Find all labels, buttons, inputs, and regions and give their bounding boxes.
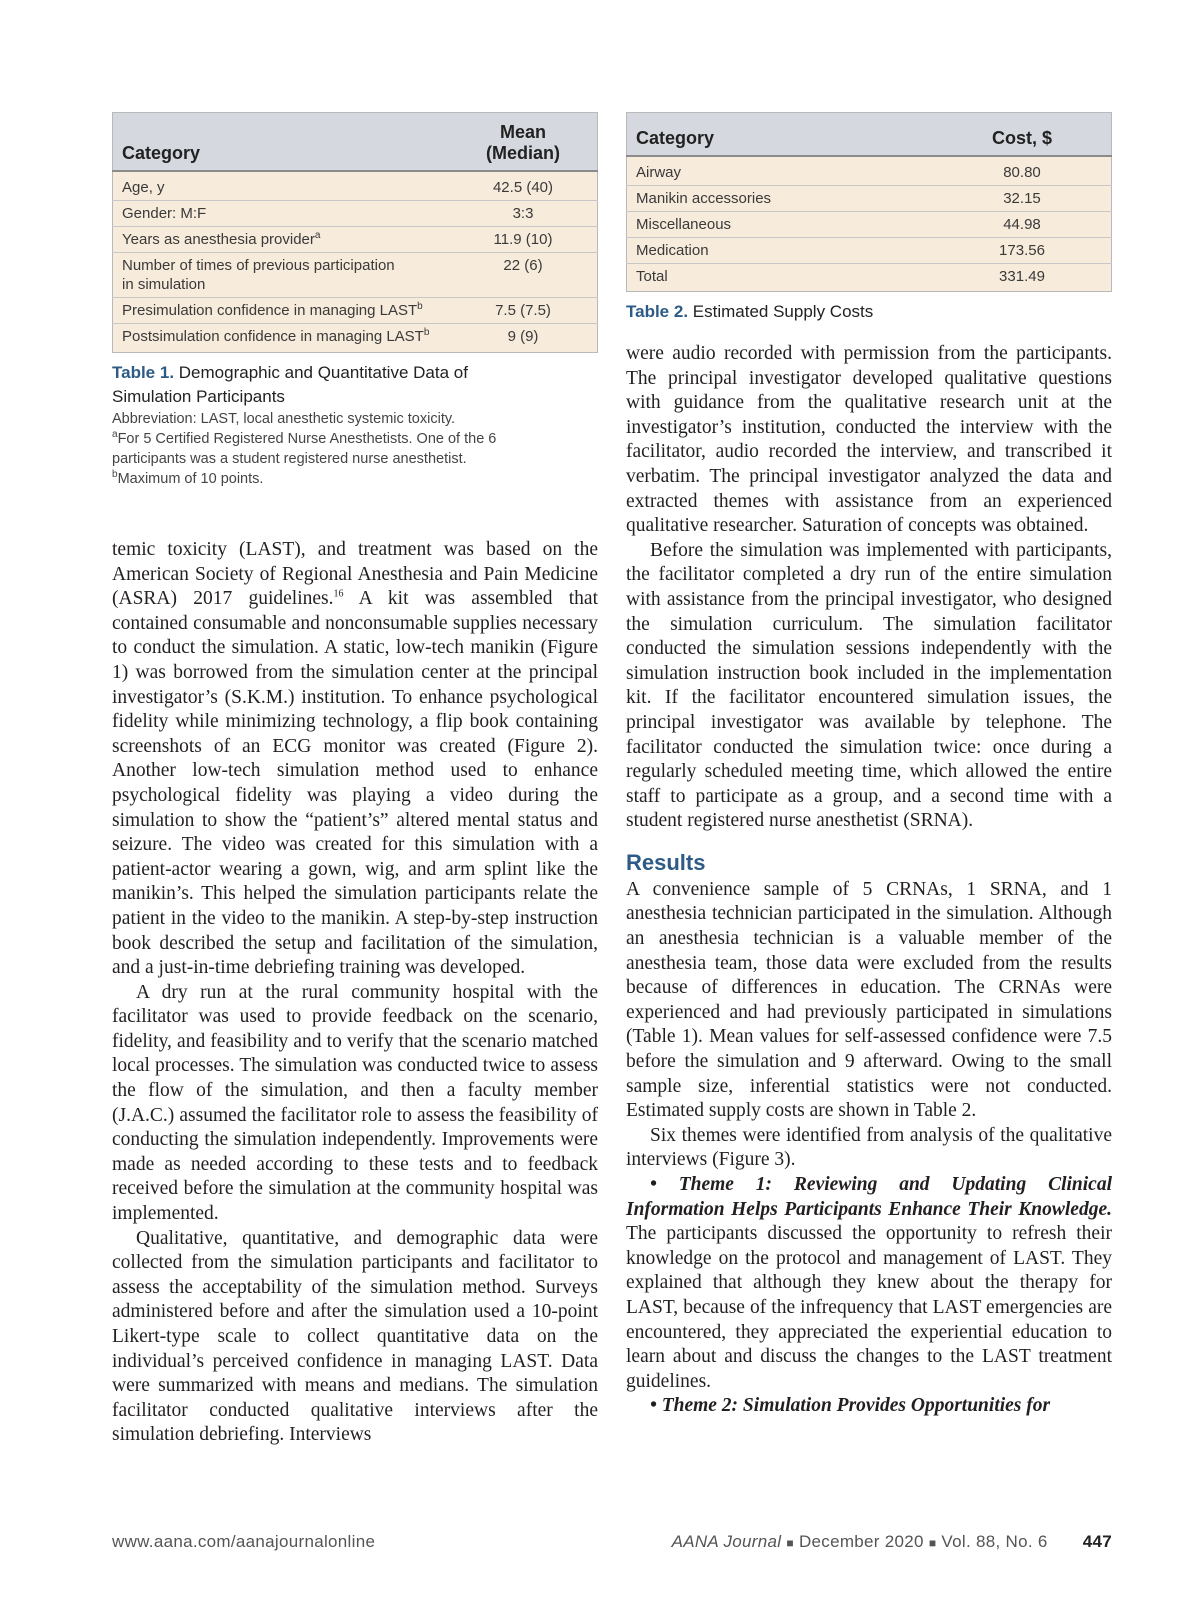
table1-cell-category: Postsimulation confidence in managing LAST$^b$: [113, 324, 450, 353]
table2-cell-category: Manikin accessories: [627, 186, 934, 212]
table1-header-mean-line2: (Median): [486, 143, 560, 163]
table2-cell-category: Total: [627, 264, 934, 292]
paragraph: • Theme 1: Reviewing and Updating Clinical Information Helps Participants Enhance Their Knowledge. The participants discussed the opportunity to refresh their knowledge on the protocol and management of LAST. They explained that although they knew about the therapy for LAST, because of the infrequency that LAST emergencies are encountered, they appreciated the experiential education to learn about and discuss the changes to the LAST treatment guidelines.: [626, 1174, 1112, 1392]
table2-cell-cost: 331.49: [933, 264, 1112, 292]
table1-note-a: $^a$For 5 Certified Registered Nurse Anesthetists. One of the 6 participants was a student registered nurse anesthetist.: [112, 429, 497, 467]
paragraph: Before the simulation was implemented with participants, the facilitator completed a dry run of the entire simulation with assistance from the principal investigator, who designed the simulation curriculum. The simulation facilitator conducted the simulation sessions independently with the simulation instruction book included in the implementation kit. If the facilitator encountered simulation issues, the principal investigator was available by telephone. The facilitator conducted the simulation twice: once during a regularly scheduled meeting time, which allowed the entire staff to participate as a group, and a second time with a student registered nurse anesthetist (SRNA).: [626, 539, 1112, 832]
paragraph: [626, 1394, 1112, 1419]
table-row: [113, 227, 598, 253]
table1-cell-category: Gender: M:F: [113, 201, 450, 227]
table-row: [627, 212, 1112, 238]
table2-header-cost: Cost, $: [933, 113, 1112, 157]
footer-journal-info: AANA Journal ■ December 2020 ■ Vol. 88, No. 6 447: [671, 1532, 1112, 1551]
table1-note-b: $^b$Maximum of 10 points.: [112, 469, 264, 487]
paragraph: Qualitative, quantitative, and demographic data were collected from the simulation participants and facilitator to assess the acceptability of the simulation method. Surveys administered before and after the simulation used a 10-point Likert-type scale to collect quantitative data on the individual’s perceived confidence in managing LAST. Data were summarized with means and medians. The simulation facilitator conducted qualitative interviews after the simulation debriefing. Interviews: [112, 1227, 598, 1446]
table-row: [113, 324, 598, 353]
table2-cell-cost: 32.15: [933, 186, 1112, 212]
paragraph: temic toxicity (LAST), and treatment was based on the American Society of Regional Anesthesia and Pain Medicine (ASRA) 2017 guidelines.$^{16}$ A kit was assembled that contained consumable and nonconsumable supplies necessary to conduct the simulation. A static, low-tech manikin (Figure 1) was borrowed from the simulation center at the principal investigator’s (S.K.M.) institution. To enhance psychological fidelity while minimizing technology, a flip book containing screenshots of an ECG monitor was created (Figure 2). Another low-tech simulation method used to enhance psychological fidelity was playing a video during the simulation to show the “patient’s” altered mental status and seizure. The video was created for this simulation with a patient-actor wearing a gown, wig, and arm splint like the manikin’s. This helped the simulation participants relate the patient in the video to the manikin. A step-by-step instruction book described the setup and facilitation of the simulation, and a just-in-time debriefing training was developed.: [112, 539, 599, 979]
table1-cell-value: 22 (6): [449, 253, 598, 298]
table1-header-mean: [449, 113, 598, 172]
table-row: [627, 264, 1112, 292]
page-number: 447: [1082, 1532, 1112, 1551]
table2-cell-category: Airway: [636, 164, 682, 181]
table1-cell-value: 9 (9): [449, 324, 598, 353]
table1-cell-category: Number of times of previous participation in simulation: [113, 253, 450, 298]
footer-url: www.aana.com/aanajournalonline: [112, 1532, 376, 1551]
table1-cell-category: Presimulation confidence in managing LAST$^b$: [113, 298, 450, 324]
table1-cell-value: 3:3: [449, 201, 598, 227]
table-row: [113, 253, 598, 298]
table2-cell-cost: 44.98: [933, 212, 1112, 238]
table-row: [113, 201, 598, 227]
table2-cell-category: Medication: [627, 238, 934, 264]
table-row: [113, 298, 598, 324]
table2-cell-cost: 173.56: [933, 238, 1112, 264]
paragraph: were audio recorded with permission from the participants. The principal investigator developed qualitative questions with guidance from the qualitative research unit at the investigator’s institution, conducted the interview with the facilitator, audio recorded the interview, and transcribed it verbatim. The principal investigator analyzed the data and extracted themes with assistance from an experienced qualitative researcher. Saturation of concepts was obtained.: [626, 343, 1112, 537]
table-row: [627, 156, 1112, 186]
table1-header-mean-line1: Mean: [499, 122, 546, 142]
theme-heading: • Theme 2: Simulation Provides Opportunities for: [650, 1395, 1051, 1417]
paragraph: Six themes were identified from analysis of the qualitative interviews (Figure 3).: [626, 1124, 1112, 1171]
table2-caption: Table 2. Estimated Supply Costs: [626, 302, 874, 321]
table-row: [113, 171, 598, 201]
table1-caption: Table 1. Demographic and Quantitative Data of Simulation Participants: [112, 363, 468, 406]
table1-container: [112, 112, 598, 489]
table1-cell-value: 11.9 (10): [449, 227, 598, 253]
table-row: [627, 186, 1112, 212]
table-row: [627, 238, 1112, 264]
table1-cell-category: Years as anesthesia provider$^a$: [113, 227, 450, 253]
left-body-text: [112, 538, 598, 1448]
table2-header-category: Category: [627, 113, 934, 157]
paragraph: A convenience sample of 5 CRNAs, 1 SRNA, and 1 anesthesia technician participated in the simulation. Although an anesthesia technician is a valuable member of the anesthesia team, those data were excluded from the results because of differences in education. The CRNAs were experienced and had previously participated in simulations (Table 1). Mean values for self-assessed confidence were 7.5 before the simulation and 9 afterward. Owing to the small sample size, inferential statistics were not conducted. Estimated supply costs are shown in Table 2.: [626, 878, 1112, 1122]
table1-notes: [112, 409, 598, 489]
table1-header-category: Category: [113, 113, 450, 172]
theme-heading: • Theme 1: Reviewing and Updating Clinical Information Helps Participants Enhance Their Knowledge.: [626, 1174, 1112, 1220]
table2-container: [626, 112, 1112, 324]
table2-cell-cost: 80.80: [1003, 164, 1041, 181]
table1-cell-category: Age, y: [122, 179, 165, 196]
table1: [112, 112, 598, 353]
table2-cell-category: Miscellaneous: [627, 212, 934, 238]
table2: [626, 112, 1112, 292]
paragraph: A dry run at the rural community hospital with the facilitator was used to provide feedback on the scenario, fidelity, and feasibility and to verify that the scenario matched local processes. The simulation was conducted twice to assess the flow of the simulation, and then a faculty member (J.A.C.) assumed the facilitator role to assess the feasibility of conducting the simulation independently. Improvements were made as needed according to these tests and to feedback received before the simulation at the community hospital was implemented.: [112, 981, 598, 1225]
table1-cell-value: 42.5 (40): [492, 179, 554, 196]
section-heading-results: Results: [626, 849, 706, 875]
right-body-text: [626, 342, 1112, 1419]
table1-cell-value: 7.5 (7.5): [449, 298, 598, 324]
table1-note-abbrev: Abbreviation: LAST, local anesthetic systemic toxicity.: [112, 411, 456, 427]
